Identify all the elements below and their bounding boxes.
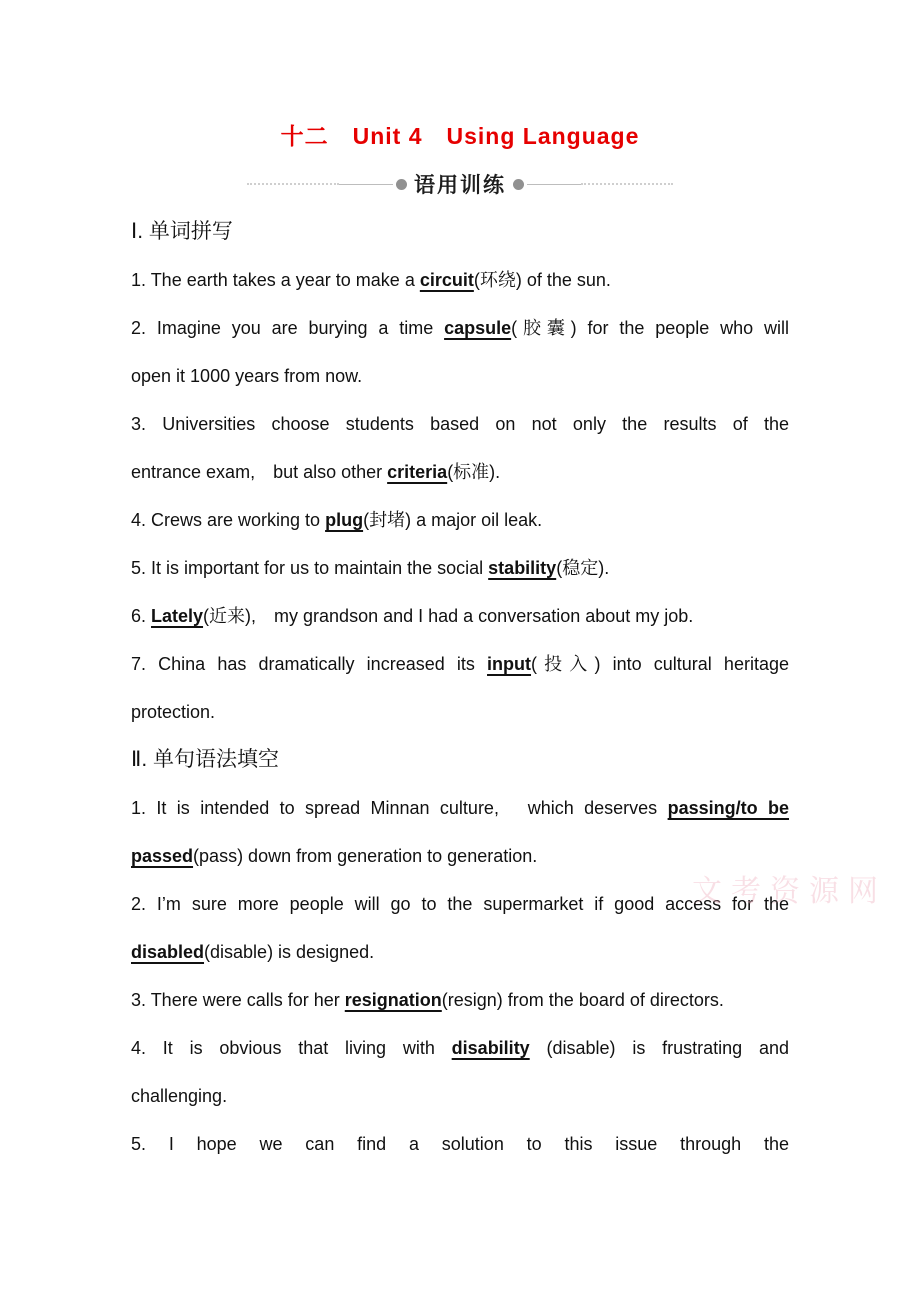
sentence-text: (环绕) of the sun. bbox=[473, 270, 611, 290]
sentence-text: 2. I’m sure more people will go to the supermarket if good access for the bbox=[131, 894, 789, 914]
sentence-text: 2. Imagine you are burying a time bbox=[131, 318, 445, 338]
divider-label: 语用训练 bbox=[414, 174, 506, 197]
exercise-line bbox=[131, 688, 789, 736]
exercise-line bbox=[131, 1072, 789, 1120]
sentence-text: 4. It is obvious that living with bbox=[131, 1038, 452, 1058]
sentence-text: 4. Crews are working to bbox=[131, 510, 326, 530]
answer-text: disability bbox=[451, 1038, 530, 1058]
exercise-line bbox=[131, 832, 789, 880]
sentence-text: entrance exam, but also other bbox=[131, 462, 388, 482]
page-title: 十二 Unit 4 Using Language bbox=[280, 123, 640, 149]
sentence-text: (resign) from the board of directors. bbox=[441, 990, 724, 1010]
section-divider bbox=[0, 160, 920, 208]
exercise-line bbox=[131, 1024, 789, 1072]
sentence-text: (近来), my grandson and I had a conversation about my job. bbox=[203, 606, 694, 626]
answer-text: criteria bbox=[387, 462, 448, 482]
answer-text: disabled bbox=[131, 942, 205, 962]
answer-text: input bbox=[487, 654, 532, 674]
exercise-line bbox=[131, 784, 789, 832]
sentence-text: (pass) down from generation to generation. bbox=[193, 846, 538, 866]
answer-text: stability bbox=[488, 558, 557, 578]
section-heading-1: Ⅰ. 单词拼写 bbox=[131, 220, 233, 243]
divider-dot-left-icon bbox=[396, 179, 407, 190]
exercise-line bbox=[131, 448, 789, 496]
answer-text: circuit bbox=[419, 270, 474, 290]
section-heading-2: Ⅱ. 单句语法填空 bbox=[131, 748, 280, 771]
exercise-line bbox=[131, 304, 789, 352]
exercise-line bbox=[131, 256, 789, 304]
sentence-text: 7. China has dramatically increased its bbox=[131, 654, 488, 674]
divider-dotted-line-left bbox=[247, 183, 339, 185]
sentence-text: (投入) into cultural heritage bbox=[531, 654, 789, 674]
sentence-text: (胶囊) for the people who will bbox=[511, 318, 789, 338]
sentence-text: open it 1000 years from now. bbox=[131, 366, 363, 386]
exercise-line bbox=[131, 1120, 789, 1168]
answer-text: capsule bbox=[444, 318, 512, 338]
exercise-line bbox=[131, 496, 789, 544]
answer-text: resignation bbox=[344, 990, 442, 1010]
sentence-text: protection. bbox=[131, 702, 216, 722]
answer-text: Lately bbox=[151, 606, 204, 626]
exercise-line bbox=[131, 400, 789, 448]
watermark-text: 文考资源网 bbox=[692, 875, 887, 908]
divider-dot-right-icon bbox=[513, 179, 524, 190]
sentence-text: (稳定). bbox=[556, 558, 610, 578]
exercise-content bbox=[131, 208, 789, 1168]
exercise-line bbox=[131, 352, 789, 400]
answer-text: passed bbox=[131, 846, 194, 866]
exercise-line bbox=[131, 880, 789, 928]
exercise-line bbox=[131, 976, 789, 1024]
sentence-text: 5. I hope we can find a solution to this issue through the bbox=[131, 1134, 789, 1154]
exercise-line bbox=[131, 544, 789, 592]
sentence-text: 5. It is important for us to maintain the social bbox=[131, 558, 489, 578]
sentence-text: 3. Universities choose students based on not only the results of the bbox=[131, 414, 789, 434]
sentence-text: 1. The earth takes a year to make a bbox=[131, 270, 420, 290]
divider-solid-line-right bbox=[527, 184, 581, 185]
divider-solid-line-left bbox=[339, 184, 393, 185]
exercise-line bbox=[131, 928, 789, 976]
exercise-line bbox=[131, 640, 789, 688]
sentence-text: 3. There were calls for her bbox=[131, 990, 345, 1010]
sentence-text: 6. bbox=[131, 606, 152, 626]
answer-text: plug bbox=[325, 510, 364, 530]
sentence-text: (标准). bbox=[447, 462, 501, 482]
divider-dotted-line-right bbox=[581, 183, 673, 185]
sentence-text: 1. It is intended to spread Minnan culture, which deserves bbox=[131, 798, 668, 818]
answer-text: passing/to be bbox=[667, 798, 790, 818]
sentence-text: (disable) is designed. bbox=[204, 942, 375, 962]
sentence-text: (封堵) a major oil leak. bbox=[363, 510, 543, 530]
exercise-line bbox=[131, 592, 789, 640]
sentence-text: (disable) is frustrating and bbox=[529, 1038, 789, 1058]
sentence-text: challenging. bbox=[131, 1086, 228, 1106]
